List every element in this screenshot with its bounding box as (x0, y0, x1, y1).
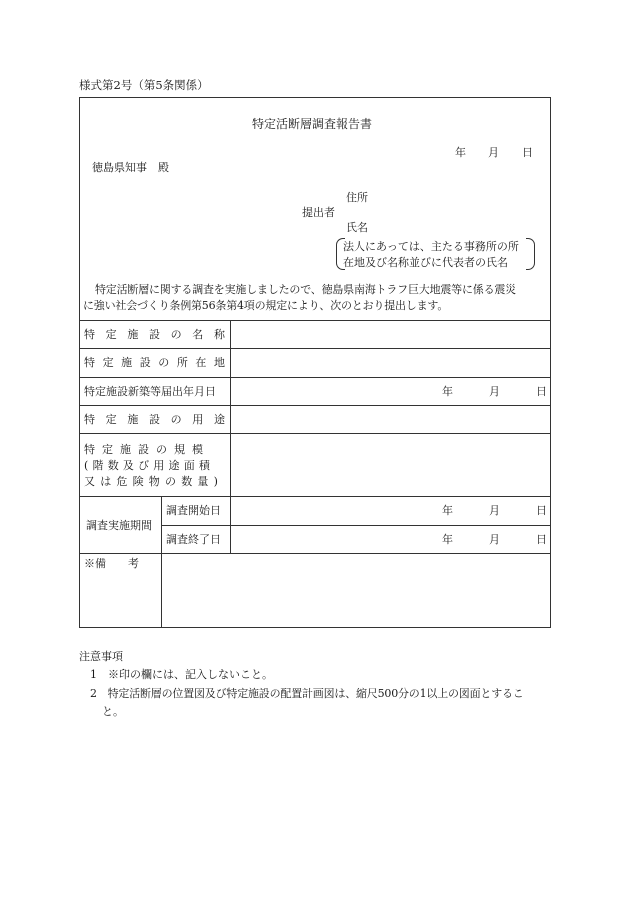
label-char: 施 (121, 356, 133, 369)
notify-day-unit: 日 (536, 385, 547, 398)
name-label: 氏名 (346, 221, 368, 234)
label-char: の (158, 356, 170, 369)
label-char: 特 (84, 328, 95, 341)
form-number: 様式第2号（第5条関係） (79, 78, 209, 92)
label-facility-location (84, 357, 225, 368)
note-item-1: 1 ※印の欄には、記入しないこと。 (90, 668, 273, 681)
date-day-label: 日 (522, 146, 533, 159)
label-char: 所 (176, 356, 188, 369)
label-survey-end: 調査終了日 (166, 533, 221, 546)
corporate-note-line2: 在地及び名称並びに代表者の氏名 (343, 256, 508, 269)
notify-year-unit: 年 (442, 385, 453, 398)
corporate-note-line1: 法人にあっては、主たる事務所の所 (343, 240, 519, 253)
notify-month-unit: 月 (489, 385, 500, 398)
label-notification-date: 特定施設新築等届出年月日 (84, 385, 216, 398)
row-divider (79, 496, 551, 497)
column-divider (230, 320, 231, 553)
label-facility-name (84, 329, 225, 340)
label-char: 特 (84, 413, 95, 426)
note-item-2-line2: と。 (102, 705, 124, 718)
label-char: 定 (102, 356, 114, 369)
row-divider (79, 553, 551, 554)
label-char: 定 (105, 413, 117, 426)
body-text-line1: 特定活断層に関する調査を実施しましたので、徳島県南海トラフ巨大地震等に係る震災 (95, 283, 516, 296)
end-day-unit: 日 (536, 533, 547, 546)
start-month-unit: 月 (489, 504, 500, 517)
row-divider (79, 377, 551, 378)
label-char: 設 (148, 413, 160, 426)
label-facility-scale-l1: 特定施設の規模 (84, 443, 210, 456)
date-year-label: 年 (455, 146, 466, 159)
date-month-label: 月 (488, 146, 499, 159)
start-day-unit: 日 (536, 504, 547, 517)
label-remarks: ※備 考 (84, 557, 139, 570)
bracket-right (526, 238, 535, 270)
label-facility-scale-l2: (階数及び用途面積 (84, 459, 215, 472)
row-divider (79, 348, 551, 349)
address-label: 住所 (346, 191, 368, 204)
label-survey-period: 調査実施期間 (86, 519, 152, 532)
label-char: 地 (213, 356, 225, 369)
end-year-unit: 年 (442, 533, 453, 546)
table-top-rule (79, 320, 551, 321)
label-char: 施 (127, 328, 139, 341)
label-char: 名 (192, 328, 204, 341)
row-divider (79, 405, 551, 406)
label-survey-start: 調査開始日 (166, 504, 221, 517)
start-year-unit: 年 (442, 504, 453, 517)
label-facility-use (84, 414, 225, 425)
label-char: の (170, 413, 182, 426)
end-month-unit: 月 (489, 533, 500, 546)
label-char: 定 (105, 328, 117, 341)
addressee: 徳島県知事 殿 (92, 161, 169, 174)
row-divider (79, 433, 551, 434)
note-item-2-line1: 2 特定活断層の位置図及び特定施設の配置計画図は、縮尺500分の1以上の図面とするこ (90, 687, 524, 700)
label-facility-scale-l3: 又は危険物の数量) (84, 475, 224, 488)
label-char: 称 (213, 328, 225, 341)
label-char: 設 (139, 356, 151, 369)
row-divider (161, 525, 551, 526)
label-char: 特 (84, 356, 95, 369)
label-char: の (170, 328, 182, 341)
label-char: 在 (195, 356, 207, 369)
body-text-line2: に強い社会づくり条例第56条第4項の規定により、次のとおり提出します。 (83, 299, 449, 312)
document-title: 特定活断層調査報告書 (252, 117, 373, 131)
label-char: 施 (127, 413, 139, 426)
label-char: 用 (192, 413, 204, 426)
column-divider (161, 496, 162, 628)
submitter-label: 提出者 (302, 206, 335, 219)
label-char: 途 (213, 413, 225, 426)
notes-heading: 注意事項 (79, 650, 123, 663)
label-char: 設 (148, 328, 160, 341)
